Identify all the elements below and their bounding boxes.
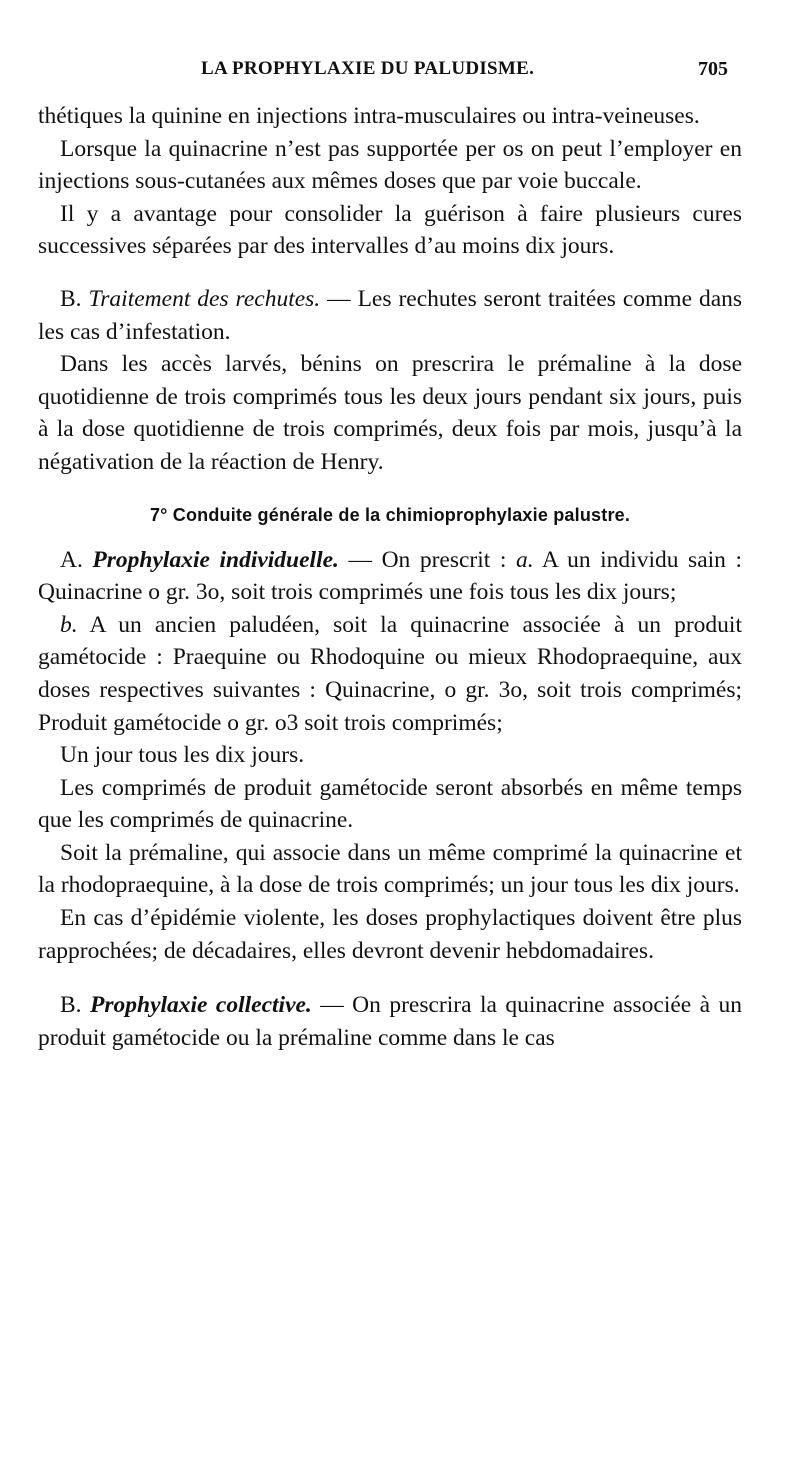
paragraph-premaline: Soit la prémaline, qui associe dans un même comprimé la quinacrine et la rhodopraequine, à la dose de trois comprimés; un jour tous les dix jours. (38, 839, 742, 899)
section-heading: 7° Conduite générale de la chimioprophylaxie palustre. (149, 504, 631, 525)
page-header (38, 56, 738, 86)
paragraph-former-patient (38, 609, 742, 739)
paragraph-text: Les rechutes seront traitées comme dans les cas d’infestation. (38, 285, 743, 345)
subsection-letter: B. (60, 992, 82, 1019)
paragraph-quinacrine-injections: Lorsque la quinacrine n’est pas supportée per os on peut l’employer en injections sous-cutanées aux mêmes doses que par voie buccale. (38, 135, 742, 195)
list-item-marker: a. (515, 546, 534, 573)
paragraph-successive-cures: Il y a avantage pour consolider la guérison à faire plusieurs cures successives séparées par des intervalles d’au moins dix jours. (38, 200, 742, 260)
list-item-marker: b. (60, 611, 78, 638)
paragraph-text: On prescrira la quinacrine associée à un produit gamétocide ou la prémaline comme dans le cas (38, 992, 743, 1051)
subsection-title: Prophylaxie individuelle. (92, 546, 339, 573)
paragraph-text: A un individu sain : Quinacrine o gr. 3o, soit trois comprimés une fois tous les dix jours; (38, 546, 742, 606)
paragraph-epidemic: En cas d’épidémie violente, les doses prophylactiques doivent être plus rapprochées; de décadaires, elles devront devenir hebdomadaires. (38, 905, 742, 964)
em-dash: — (338, 546, 382, 573)
page-number: 705 (698, 58, 728, 80)
running-title: LA PROPHYLAXIE DU PALUDISME. (201, 58, 535, 79)
paragraph-continuation: thétiques la quinine en injections intra-musculaires ou intra-veineuses. (38, 103, 700, 129)
em-dash: — (311, 992, 353, 1019)
subsection-title: Traitement des rechutes. (88, 285, 321, 312)
subsection-letter: B. (60, 285, 82, 312)
subsection-letter: A. (60, 546, 83, 573)
paragraph-larval-access: Dans les accès larvés, bénins on prescrira le prémaline à la dose quotidienne de trois comprimés tous les deux jours pendant six jours, puis à la dose quotidienne de trois comprimés, deux fois par mois, jusqu’à la négativation de la réaction de Henry. (38, 351, 742, 475)
paragraph-individual-prophylaxis (38, 544, 742, 609)
page-body (38, 100, 742, 1054)
paragraph-one-day: Un jour tous les dix jours. (60, 742, 305, 769)
paragraph-collective-prophylaxis (38, 989, 742, 1054)
paragraph-text: A un ancien paludéen, soit la quinacrine associée à un produit gamétocide : Praequine ou Rhodoquine ou mieux Rhodopraequine, aux doses respectives suivantes : Quinacrine, o gr. 3o, soit trois comprimés; Produit gamétocide o gr. o3 soit trois comprimés; (38, 611, 742, 736)
em-dash: — (320, 285, 358, 312)
paragraph-gametocide-tablets: Les comprimés de produit gamétocide seront absorbés en même temps que les comprimés de quinacrine. (38, 774, 742, 834)
paragraph-relapse-treatment (38, 283, 742, 348)
subsection-title: Prophylaxie collective. (90, 992, 312, 1019)
paragraph-text: On prescrit : (381, 546, 516, 573)
